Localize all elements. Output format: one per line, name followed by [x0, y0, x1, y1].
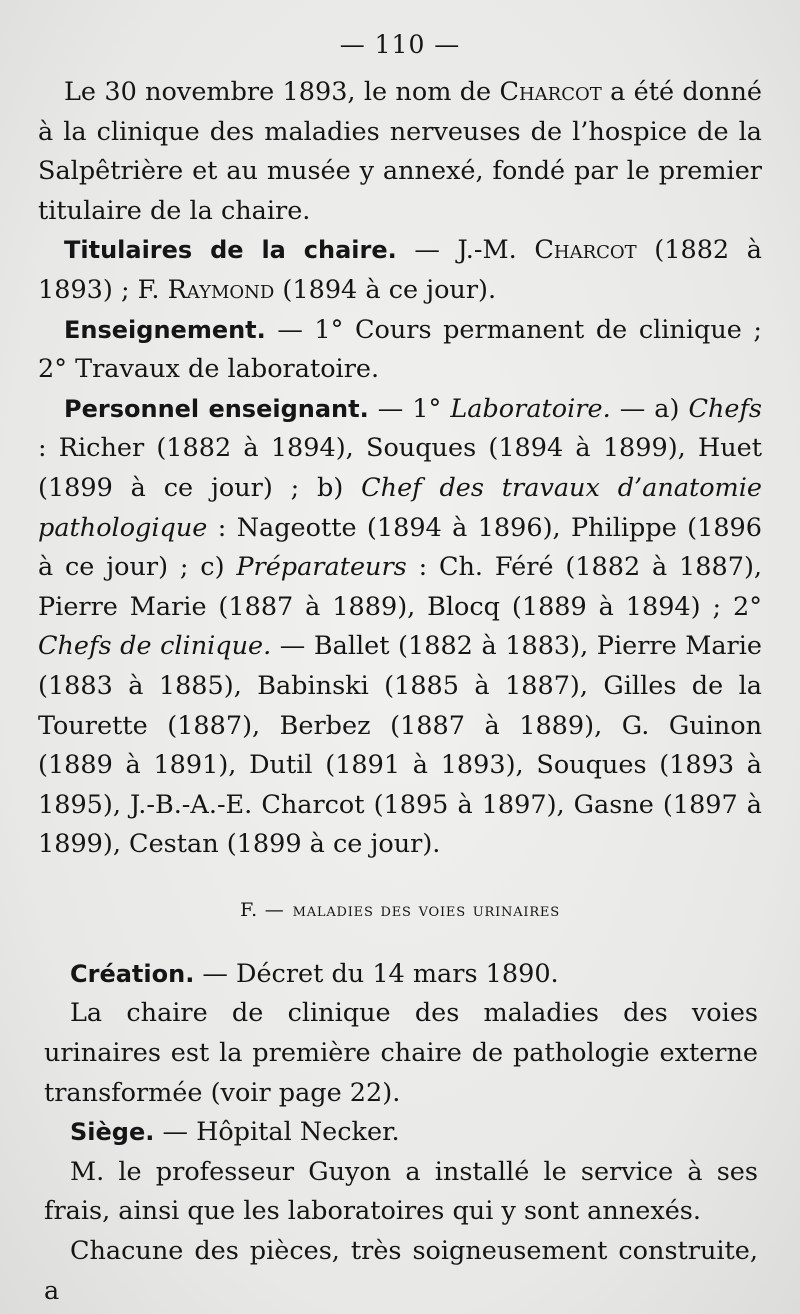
personnel-italic-5: Chefs de clinique.	[38, 631, 272, 662]
titulaires-text: — J.-M.	[396, 235, 535, 266]
creation-heading: Création.	[70, 959, 195, 988]
titulaires-text-mid: (1882 à 1893) ; F.	[38, 235, 762, 305]
personnel-text-2: — a)	[610, 393, 689, 424]
section-f-body	[38, 955, 762, 1311]
personnel-paragraph	[38, 390, 762, 865]
personnel-italic-3: Chef des travaux d’anatomie pathologique	[38, 472, 762, 543]
siege-heading: Siège.	[70, 1118, 155, 1147]
personnel-text-6: — Ballet (1882 à 1883), Pierre Marie (1883 à 1885), Babinski (1885 à 1887), Gilles de la Tourette (1887), Berbez (1887 à 1889), G. Guinon (1889 à 1891), Dutil (1891 à 1893), Souques (1893 à 1895), J.-B.-A.-E. Charcot (1895 à 1897), Gasne (1897 à 1899), Cestan (1899 à ce jour).	[38, 631, 762, 860]
personnel-text-5: : Ch. Féré (1882 à 1887), Pierre Marie (1887 à 1889), Blocq (1889 à 1894) ; 2°	[38, 552, 762, 622]
page-number: — 110 —	[339, 30, 461, 59]
intro-text-end: a été donné à la clinique des maladies nerveuses de l’hospice de la Salpêtrière et au musée y annexé, fondé par le premier titulaire de la chaire.	[38, 77, 763, 226]
last-paragraph: Chacune des pièces, très soigneusement construite, a	[44, 1236, 758, 1306]
person-name-charcot-2: Charcot	[534, 235, 637, 266]
siege-text: — Hôpital Necker.	[154, 1117, 400, 1148]
section-heading	[38, 899, 762, 921]
section-letter: F. —	[240, 898, 285, 921]
titulaires-paragraph	[38, 231, 762, 310]
enseignement-paragraph	[38, 311, 762, 390]
creation-paragraph	[44, 955, 758, 995]
intro-text: Le 30 novembre 1893, le nom de	[64, 77, 500, 107]
enseignement-heading: Enseignement.	[64, 315, 266, 344]
section-title: maladies des voies urinaires	[292, 898, 560, 921]
person-name-raymond: Raymond	[167, 274, 275, 305]
personnel-italic-4: Préparateurs	[236, 552, 407, 583]
intro-paragraph	[38, 73, 762, 231]
personnel-italic-1: Laboratoire.	[450, 393, 611, 424]
personnel-text-4: : Nageotte (1894 à 1896), Philippe (1896 à ce jour) ; c)	[38, 512, 762, 583]
enseignement-text: — 1° Cours permanent de clinique ; 2° Travaux de laboratoire.	[38, 314, 762, 385]
personnel-text-1: — 1°	[368, 393, 451, 424]
personnel-heading: Personnel enseignant.	[64, 394, 369, 423]
titulaires-text-end: (1894 à ce jour).	[274, 274, 497, 305]
guyon-paragraph: M. le professeur Guyon a installé le service à ses frais, ainsi que les laboratoires qui y sont annexés.	[44, 1156, 758, 1227]
personnel-italic-2: Chefs	[688, 393, 763, 424]
chaire-paragraph: La chaire de clinique des maladies des voies urinaires est la première chaire de pathologie externe transformée (voir page 22).	[44, 998, 758, 1108]
creation-text: — Décret du 14 mars 1890.	[194, 958, 559, 989]
person-name-charcot: Charcot	[499, 77, 602, 107]
siege-paragraph	[44, 1113, 758, 1153]
personnel-text-3: : Richer (1882 à 1894), Souques (1894 à 1899), Huet (1899 à ce jour) ; b)	[38, 433, 762, 503]
titulaires-heading: Titulaires de la chaire.	[64, 236, 397, 265]
